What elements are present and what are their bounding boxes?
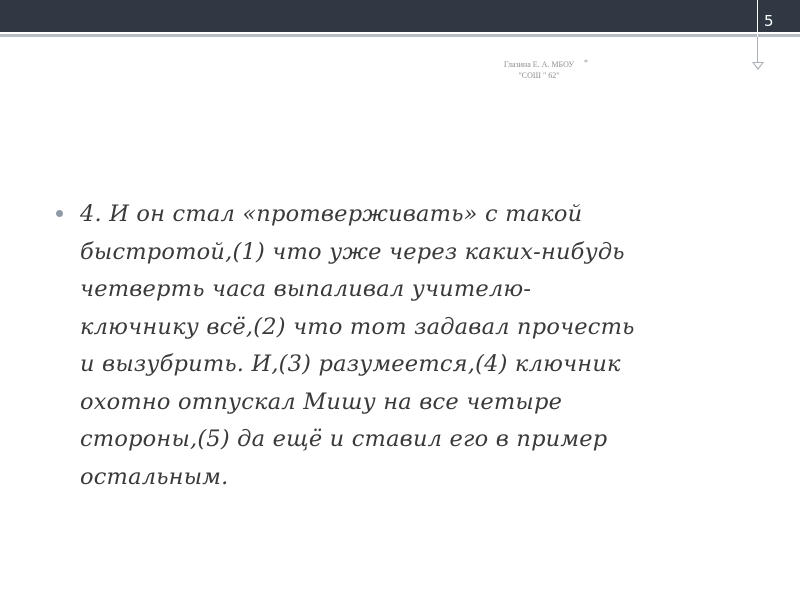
author-caption: [484, 59, 594, 81]
author-caption-line2: "СОШ " 62": [518, 71, 560, 80]
header-arrow-icon: [752, 62, 764, 70]
author-mark: *: [584, 58, 588, 67]
text-line-2: быстротой,(1) что уже через каких-нибудь: [80, 238, 625, 265]
text-line-5: и вызубрить. И,(3) разумеется,(4) ключник: [80, 351, 621, 377]
text-line-7: стороны,(5) да ещё и ставил его в пример: [80, 426, 608, 452]
text-line-1: 4. И он стал «протверживать» с такой: [80, 201, 583, 227]
top-bar: [0, 0, 800, 32]
bullet-item: [56, 196, 756, 496]
text-line-3: четверть часа выпаливал учителю-: [80, 276, 532, 302]
top-accent-stripe: [0, 34, 800, 37]
text-line-6: охотно отпускал Мишу на все четыре: [80, 388, 563, 415]
text-line-8: остальным.: [80, 463, 229, 490]
author-caption-line1: Глазина Е. А. МБОУ: [503, 60, 575, 69]
text-line-4: ключнику всё,(2) что тот задавал прочесть: [80, 313, 635, 340]
bullet-dot-icon: [56, 210, 63, 217]
bullet-text: [80, 196, 756, 496]
slide-content: [56, 196, 756, 496]
slide-number: 5: [764, 12, 774, 30]
header-divider-line-lower: [757, 37, 758, 65]
